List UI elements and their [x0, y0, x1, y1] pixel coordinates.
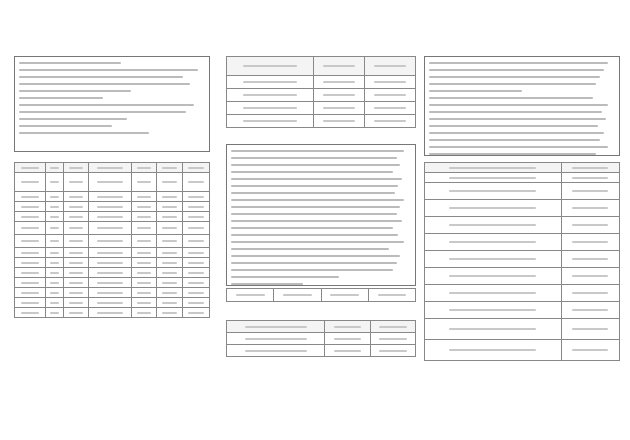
table-cell [15, 212, 46, 222]
table-cell [46, 268, 64, 278]
column-right [424, 48, 620, 361]
table-cell [425, 200, 562, 217]
table-cell [561, 217, 620, 234]
table-cell [157, 202, 182, 212]
table-cell [227, 89, 314, 102]
table-row [15, 268, 210, 278]
table-row [15, 212, 210, 222]
section-heading-right [424, 48, 620, 54]
table-cell [63, 163, 88, 173]
table-row [15, 235, 210, 248]
text-line [429, 67, 615, 72]
table-row [15, 202, 210, 212]
text-line [429, 123, 615, 128]
table-cell [561, 302, 620, 319]
text-line [19, 95, 205, 100]
text-line [19, 130, 205, 135]
text-line [19, 74, 205, 79]
table-cell [131, 173, 156, 192]
table-cell [182, 288, 209, 298]
table-cell [63, 212, 88, 222]
table-row [15, 248, 210, 258]
table-row [15, 192, 210, 202]
text-line [429, 130, 615, 135]
table-cell [325, 333, 370, 345]
table-cell [182, 222, 209, 235]
table-cell [15, 288, 46, 298]
table-cell [561, 163, 620, 173]
text-line [231, 232, 411, 237]
table-cell [89, 222, 132, 235]
table-cell [157, 278, 182, 288]
text-line [231, 204, 411, 209]
column-left [14, 48, 210, 318]
table-cell [157, 192, 182, 202]
table-cell [182, 173, 209, 192]
table-cell [157, 235, 182, 248]
table-cell [425, 173, 562, 183]
table-cell [157, 173, 182, 192]
table-cell [63, 258, 88, 268]
text-line [429, 109, 615, 114]
table-cell [63, 222, 88, 235]
table-row [425, 340, 620, 361]
table-cell [425, 340, 562, 361]
table-cell [63, 173, 88, 192]
table-cell [131, 248, 156, 258]
table-row [425, 285, 620, 302]
section-heading-left [14, 48, 210, 54]
table-cell [561, 200, 620, 217]
table-cell [425, 302, 562, 319]
text-line [429, 144, 615, 149]
table-row [425, 200, 620, 217]
table-cell [46, 222, 64, 235]
table-cell [182, 298, 209, 308]
table-cell [89, 308, 132, 318]
text-box-left [14, 56, 210, 152]
table-cell [227, 333, 325, 345]
table-cell [157, 268, 182, 278]
table-cell [561, 173, 620, 183]
table-cell [368, 289, 415, 302]
table-row [227, 321, 416, 333]
table-cell [157, 212, 182, 222]
table-cell [425, 183, 562, 200]
summary-row-middle [226, 288, 416, 302]
table-cell [131, 202, 156, 212]
table-cell [313, 115, 364, 128]
table-cell [157, 222, 182, 235]
table-cell [561, 183, 620, 200]
table-cell [157, 288, 182, 298]
table-row [15, 278, 210, 288]
table-row [15, 298, 210, 308]
text-box-right [424, 56, 620, 156]
table-cell [561, 268, 620, 285]
text-line [19, 109, 205, 114]
section-heading-middle-2 [226, 136, 416, 142]
table-cell [89, 212, 132, 222]
table-cell [182, 235, 209, 248]
table-cell [561, 340, 620, 361]
table-row [15, 308, 210, 318]
table-cell [15, 192, 46, 202]
table-cell [131, 258, 156, 268]
text-line [429, 74, 615, 79]
table-cell [561, 251, 620, 268]
table-cell [425, 217, 562, 234]
table-cell [425, 234, 562, 251]
table-cell [313, 76, 364, 89]
table-cell [157, 248, 182, 258]
table-cell [182, 163, 209, 173]
text-line [19, 102, 205, 107]
text-line [429, 81, 615, 86]
table-cell [131, 288, 156, 298]
table-cell [15, 268, 46, 278]
table-cell [15, 235, 46, 248]
table-cell [227, 115, 314, 128]
table-cell [131, 163, 156, 173]
table-cell [227, 289, 274, 302]
text-line [19, 116, 205, 121]
table-cell [182, 278, 209, 288]
table-cell [89, 192, 132, 202]
table-cell [370, 345, 415, 357]
table-cell [364, 76, 415, 89]
table-cell [46, 298, 64, 308]
table-cell [364, 102, 415, 115]
table-row [425, 173, 620, 183]
rate-table-middle [226, 56, 416, 128]
table-cell [46, 288, 64, 298]
text-line [231, 211, 411, 216]
table-cell [131, 192, 156, 202]
table-row [425, 268, 620, 285]
table-cell [63, 278, 88, 288]
bracket-table-right [424, 162, 620, 361]
text-line [231, 183, 411, 188]
table-cell [561, 319, 620, 340]
table-cell [313, 102, 364, 115]
table-cell [15, 202, 46, 212]
table-cell [182, 248, 209, 258]
table-row [227, 76, 416, 89]
table-row [227, 333, 416, 345]
table-row [227, 102, 416, 115]
table-cell [131, 212, 156, 222]
table-cell [131, 235, 156, 248]
table-cell [370, 333, 415, 345]
table-row [15, 163, 210, 173]
text-line [429, 151, 615, 156]
text-line [429, 95, 615, 100]
table-cell [313, 89, 364, 102]
table-cell [15, 222, 46, 235]
text-line [429, 88, 615, 93]
table-cell [63, 192, 88, 202]
table-cell [89, 268, 132, 278]
section-heading-middle-1 [226, 48, 416, 54]
table-cell [561, 234, 620, 251]
text-line [231, 190, 411, 195]
table-cell [15, 308, 46, 318]
table-cell [46, 163, 64, 173]
table-cell [89, 163, 132, 173]
table-cell [89, 173, 132, 192]
table-cell [364, 115, 415, 128]
table-cell [274, 289, 321, 302]
table-cell [15, 258, 46, 268]
text-line [429, 102, 615, 107]
text-line [429, 116, 615, 121]
table-cell [15, 173, 46, 192]
table-cell [46, 235, 64, 248]
table-cell [227, 345, 325, 357]
text-line [231, 274, 411, 279]
table-cell [425, 268, 562, 285]
table-row [227, 289, 416, 302]
text-line [231, 218, 411, 223]
text-line [231, 197, 411, 202]
text-line [19, 123, 205, 128]
table-cell [561, 285, 620, 302]
table-cell [63, 268, 88, 278]
table-cell [227, 321, 325, 333]
table-cell [131, 298, 156, 308]
text-line [231, 225, 411, 230]
table-cell [425, 319, 562, 340]
table-cell [89, 235, 132, 248]
table-cell [89, 248, 132, 258]
table-cell [182, 202, 209, 212]
table-cell [157, 308, 182, 318]
text-line [231, 239, 411, 244]
table-row [227, 345, 416, 357]
table-cell [63, 235, 88, 248]
table-cell [46, 173, 64, 192]
table-row [15, 173, 210, 192]
table-cell [89, 202, 132, 212]
table-cell [227, 76, 314, 89]
table-cell [131, 268, 156, 278]
text-line [19, 60, 205, 65]
table-cell [182, 212, 209, 222]
table-cell [89, 298, 132, 308]
text-line [19, 88, 205, 93]
table-cell [157, 258, 182, 268]
table-row [425, 183, 620, 200]
table-cell [15, 298, 46, 308]
table-row [425, 217, 620, 234]
table-row [425, 251, 620, 268]
text-line [231, 148, 411, 153]
table-cell [182, 258, 209, 268]
table-cell [364, 57, 415, 76]
table-row [227, 57, 416, 76]
table-cell [182, 268, 209, 278]
table-cell [46, 308, 64, 318]
text-line [231, 246, 411, 251]
table-cell [89, 288, 132, 298]
table-cell [131, 308, 156, 318]
table-cell [63, 298, 88, 308]
text-line [19, 81, 205, 86]
table-row [227, 89, 416, 102]
table-cell [63, 308, 88, 318]
split-table-middle [226, 320, 416, 357]
table-cell [15, 248, 46, 258]
text-line [231, 155, 411, 160]
table-row [15, 222, 210, 235]
table-cell [89, 258, 132, 268]
table-row [425, 234, 620, 251]
table-cell [46, 202, 64, 212]
table-cell [364, 89, 415, 102]
text-line [429, 137, 615, 142]
table-cell [325, 345, 370, 357]
table-cell [46, 248, 64, 258]
text-line [231, 176, 411, 181]
table-row [227, 115, 416, 128]
table-cell [131, 222, 156, 235]
text-box-middle [226, 144, 416, 286]
table-row [425, 319, 620, 340]
table-cell [425, 285, 562, 302]
table-cell [425, 163, 562, 173]
table-cell [63, 248, 88, 258]
text-line [231, 267, 411, 272]
text-line [231, 260, 411, 265]
table-cell [63, 288, 88, 298]
text-line [429, 60, 615, 65]
table-cell [89, 278, 132, 288]
table-cell [321, 289, 368, 302]
table-cell [325, 321, 370, 333]
table-cell [157, 298, 182, 308]
table-row [425, 163, 620, 173]
table-cell [46, 278, 64, 288]
table-cell [15, 278, 46, 288]
page-number [0, 30, 630, 37]
table-cell [313, 57, 364, 76]
table-cell [46, 258, 64, 268]
column-middle [226, 48, 416, 357]
text-line [231, 162, 411, 167]
table-cell [46, 212, 64, 222]
table-cell [182, 192, 209, 202]
table-row [15, 288, 210, 298]
table-row [425, 302, 620, 319]
table-cell [157, 163, 182, 173]
table-cell [131, 278, 156, 288]
text-line [231, 169, 411, 174]
text-line [231, 281, 411, 286]
table-cell [182, 308, 209, 318]
text-line [19, 67, 205, 72]
table-cell [15, 163, 46, 173]
table-cell [370, 321, 415, 333]
table-cell [425, 251, 562, 268]
table-cell [63, 202, 88, 212]
table-cell [227, 57, 314, 76]
table-cell [227, 102, 314, 115]
section-heading-middle-3 [226, 312, 416, 318]
table-cell [46, 192, 64, 202]
table-row [15, 258, 210, 268]
text-line [231, 253, 411, 258]
deduction-table-left [14, 162, 210, 318]
